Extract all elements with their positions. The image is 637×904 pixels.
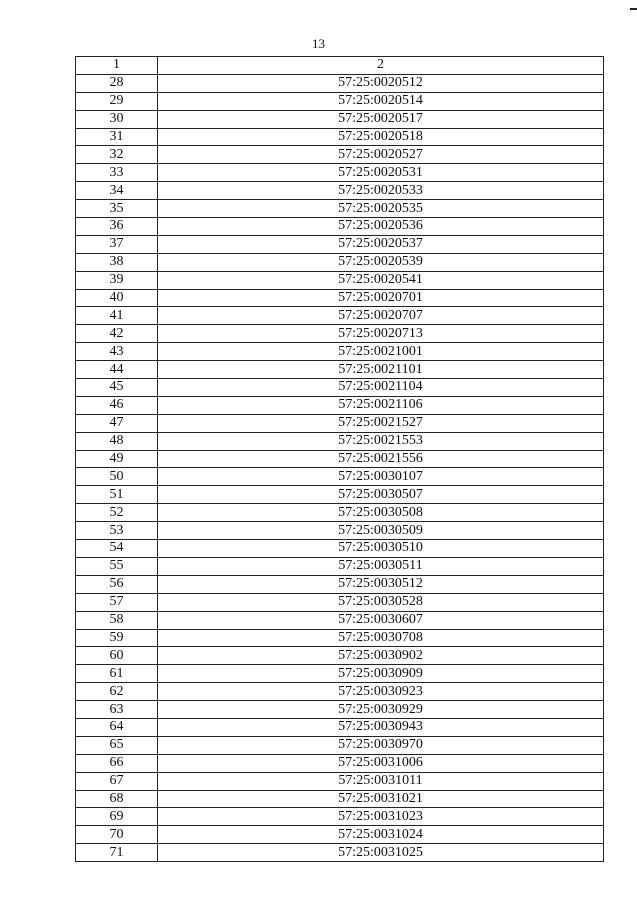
cadastral-number-cell: 57:25:0020713	[158, 325, 604, 343]
table-row	[76, 307, 604, 325]
row-number-cell: 56	[76, 575, 158, 593]
table-row	[76, 343, 604, 361]
row-number-cell: 46	[76, 396, 158, 414]
row-number-cell: 35	[76, 200, 158, 218]
cadastral-number-cell: 57:25:0031023	[158, 808, 604, 826]
row-number-cell: 61	[76, 665, 158, 683]
table-row	[76, 754, 604, 772]
table-row	[76, 665, 604, 683]
table-row	[76, 253, 604, 271]
table-row	[76, 701, 604, 719]
table-row	[76, 200, 604, 218]
row-number-cell: 47	[76, 414, 158, 432]
table-row	[76, 92, 604, 110]
row-number-cell: 58	[76, 611, 158, 629]
cadastral-number-cell: 57:25:0030708	[158, 629, 604, 647]
cadastral-number-cell: 57:25:0020514	[158, 92, 604, 110]
cadastral-number-cell: 57:25:0020707	[158, 307, 604, 325]
cadastral-number-cell: 57:25:0021001	[158, 343, 604, 361]
row-number-cell: 55	[76, 557, 158, 575]
row-number-cell: 42	[76, 325, 158, 343]
row-number-cell: 67	[76, 772, 158, 790]
cadastral-number-cell: 57:25:0030510	[158, 540, 604, 558]
row-number-cell: 63	[76, 701, 158, 719]
cadastral-number-cell: 57:25:0030508	[158, 504, 604, 522]
row-number-cell: 66	[76, 754, 158, 772]
table-row	[76, 271, 604, 289]
row-number-cell: 68	[76, 790, 158, 808]
row-number-cell: 32	[76, 146, 158, 164]
row-number-cell: 48	[76, 432, 158, 450]
row-number-cell: 54	[76, 540, 158, 558]
row-number-cell: 43	[76, 343, 158, 361]
cadastral-number-cell: 57:25:0030607	[158, 611, 604, 629]
cadastral-number-cell: 57:25:0030528	[158, 593, 604, 611]
row-number-cell: 30	[76, 110, 158, 128]
cadastral-number-cell: 57:25:0031025	[158, 844, 604, 862]
cadastral-number-cell: 57:25:0020541	[158, 271, 604, 289]
cadastral-number-cell: 57:25:0021553	[158, 432, 604, 450]
cadastral-number-cell: 57:25:0021556	[158, 450, 604, 468]
page-number: 13	[312, 36, 325, 51]
table-row	[76, 611, 604, 629]
row-number-cell: 39	[76, 271, 158, 289]
cadastral-number-cell: 57:25:0030923	[158, 683, 604, 701]
table-row	[76, 325, 604, 343]
row-number-cell: 34	[76, 182, 158, 200]
row-number-cell: 71	[76, 844, 158, 862]
row-number-cell: 29	[76, 92, 158, 110]
cadastral-number-cell: 57:25:0021106	[158, 396, 604, 414]
table-row	[76, 593, 604, 611]
row-number-cell: 37	[76, 235, 158, 253]
table-row	[76, 826, 604, 844]
cadastral-number-cell: 57:25:0021527	[158, 414, 604, 432]
table-row	[76, 74, 604, 92]
cadastral-number-cell: 57:25:0020537	[158, 235, 604, 253]
cadastral-number-cell: 57:25:0020533	[158, 182, 604, 200]
table-row	[76, 629, 604, 647]
cadastral-number-cell: 57:25:0031006	[158, 754, 604, 772]
table-row	[76, 575, 604, 593]
cadastral-number-cell: 57:25:0020701	[158, 289, 604, 307]
cadastral-number-cell: 57:25:0030909	[158, 665, 604, 683]
cadastral-number-cell: 57:25:0030902	[158, 647, 604, 665]
cadastral-number-cell: 57:25:0030929	[158, 701, 604, 719]
cadastral-number-cell: 57:25:0020539	[158, 253, 604, 271]
row-number-cell: 41	[76, 307, 158, 325]
cadastral-number-cell: 57:25:0030511	[158, 557, 604, 575]
row-number-cell: 33	[76, 164, 158, 182]
table-row	[76, 218, 604, 236]
cadastral-number-cell: 57:25:0021104	[158, 379, 604, 397]
row-number-cell: 70	[76, 826, 158, 844]
column-header-cadastral: 2	[158, 57, 604, 75]
cadastral-number-cell: 57:25:0020517	[158, 110, 604, 128]
table-row	[76, 647, 604, 665]
table-row	[76, 146, 604, 164]
row-number-cell: 60	[76, 647, 158, 665]
column-header-number: 1	[76, 57, 158, 75]
table-row	[76, 414, 604, 432]
table-row	[76, 736, 604, 754]
table-row	[76, 844, 604, 862]
table-row	[76, 128, 604, 146]
table-row	[76, 379, 604, 397]
row-number-cell: 45	[76, 379, 158, 397]
row-number-cell: 62	[76, 683, 158, 701]
cadastral-number-cell: 57:25:0030107	[158, 468, 604, 486]
row-number-cell: 59	[76, 629, 158, 647]
corner-mark	[630, 8, 637, 10]
cadastral-number-cell: 57:25:0020527	[158, 146, 604, 164]
header-row	[76, 57, 604, 75]
row-number-cell: 69	[76, 808, 158, 826]
cadastral-number-cell: 57:25:0020536	[158, 218, 604, 236]
table-row	[76, 164, 604, 182]
table-row	[76, 683, 604, 701]
table-row	[76, 110, 604, 128]
table-row	[76, 557, 604, 575]
table-row	[76, 235, 604, 253]
table-row	[76, 468, 604, 486]
row-number-cell: 44	[76, 361, 158, 379]
table-row	[76, 289, 604, 307]
table-row	[76, 182, 604, 200]
table-row	[76, 361, 604, 379]
row-number-cell: 38	[76, 253, 158, 271]
table-row	[76, 808, 604, 826]
cadastral-number-cell: 57:25:0031021	[158, 790, 604, 808]
table-row	[76, 432, 604, 450]
table-header	[76, 57, 604, 75]
row-number-cell: 65	[76, 736, 158, 754]
cadastral-number-cell: 57:25:0020518	[158, 128, 604, 146]
cadastral-number-cell: 57:25:0031024	[158, 826, 604, 844]
cadastral-number-cell: 57:25:0030512	[158, 575, 604, 593]
cadastral-number-cell: 57:25:0021101	[158, 361, 604, 379]
table-row	[76, 486, 604, 504]
row-number-cell: 28	[76, 74, 158, 92]
table-row	[76, 540, 604, 558]
cadastral-number-cell: 57:25:0020531	[158, 164, 604, 182]
table-row	[76, 772, 604, 790]
table-row	[76, 522, 604, 540]
row-number-cell: 50	[76, 468, 158, 486]
row-number-cell: 53	[76, 522, 158, 540]
row-number-cell: 64	[76, 718, 158, 736]
row-number-cell: 31	[76, 128, 158, 146]
table-row	[76, 504, 604, 522]
cadastral-number-cell: 57:25:0020535	[158, 200, 604, 218]
table-row	[76, 396, 604, 414]
row-number-cell: 40	[76, 289, 158, 307]
row-number-cell: 52	[76, 504, 158, 522]
row-number-cell: 49	[76, 450, 158, 468]
table-row	[76, 450, 604, 468]
cadastral-number-cell: 57:25:0031011	[158, 772, 604, 790]
cadastral-number-cell: 57:25:0020512	[158, 74, 604, 92]
cadastral-number-cell: 57:25:0030970	[158, 736, 604, 754]
row-number-cell: 51	[76, 486, 158, 504]
row-number-cell: 57	[76, 593, 158, 611]
table-body	[76, 74, 604, 861]
cadastral-number-cell: 57:25:0030943	[158, 718, 604, 736]
cadastral-number-cell: 57:25:0030507	[158, 486, 604, 504]
cadastral-number-cell: 57:25:0030509	[158, 522, 604, 540]
cadastral-table	[75, 56, 604, 862]
table-row	[76, 718, 604, 736]
row-number-cell: 36	[76, 218, 158, 236]
table-row	[76, 790, 604, 808]
